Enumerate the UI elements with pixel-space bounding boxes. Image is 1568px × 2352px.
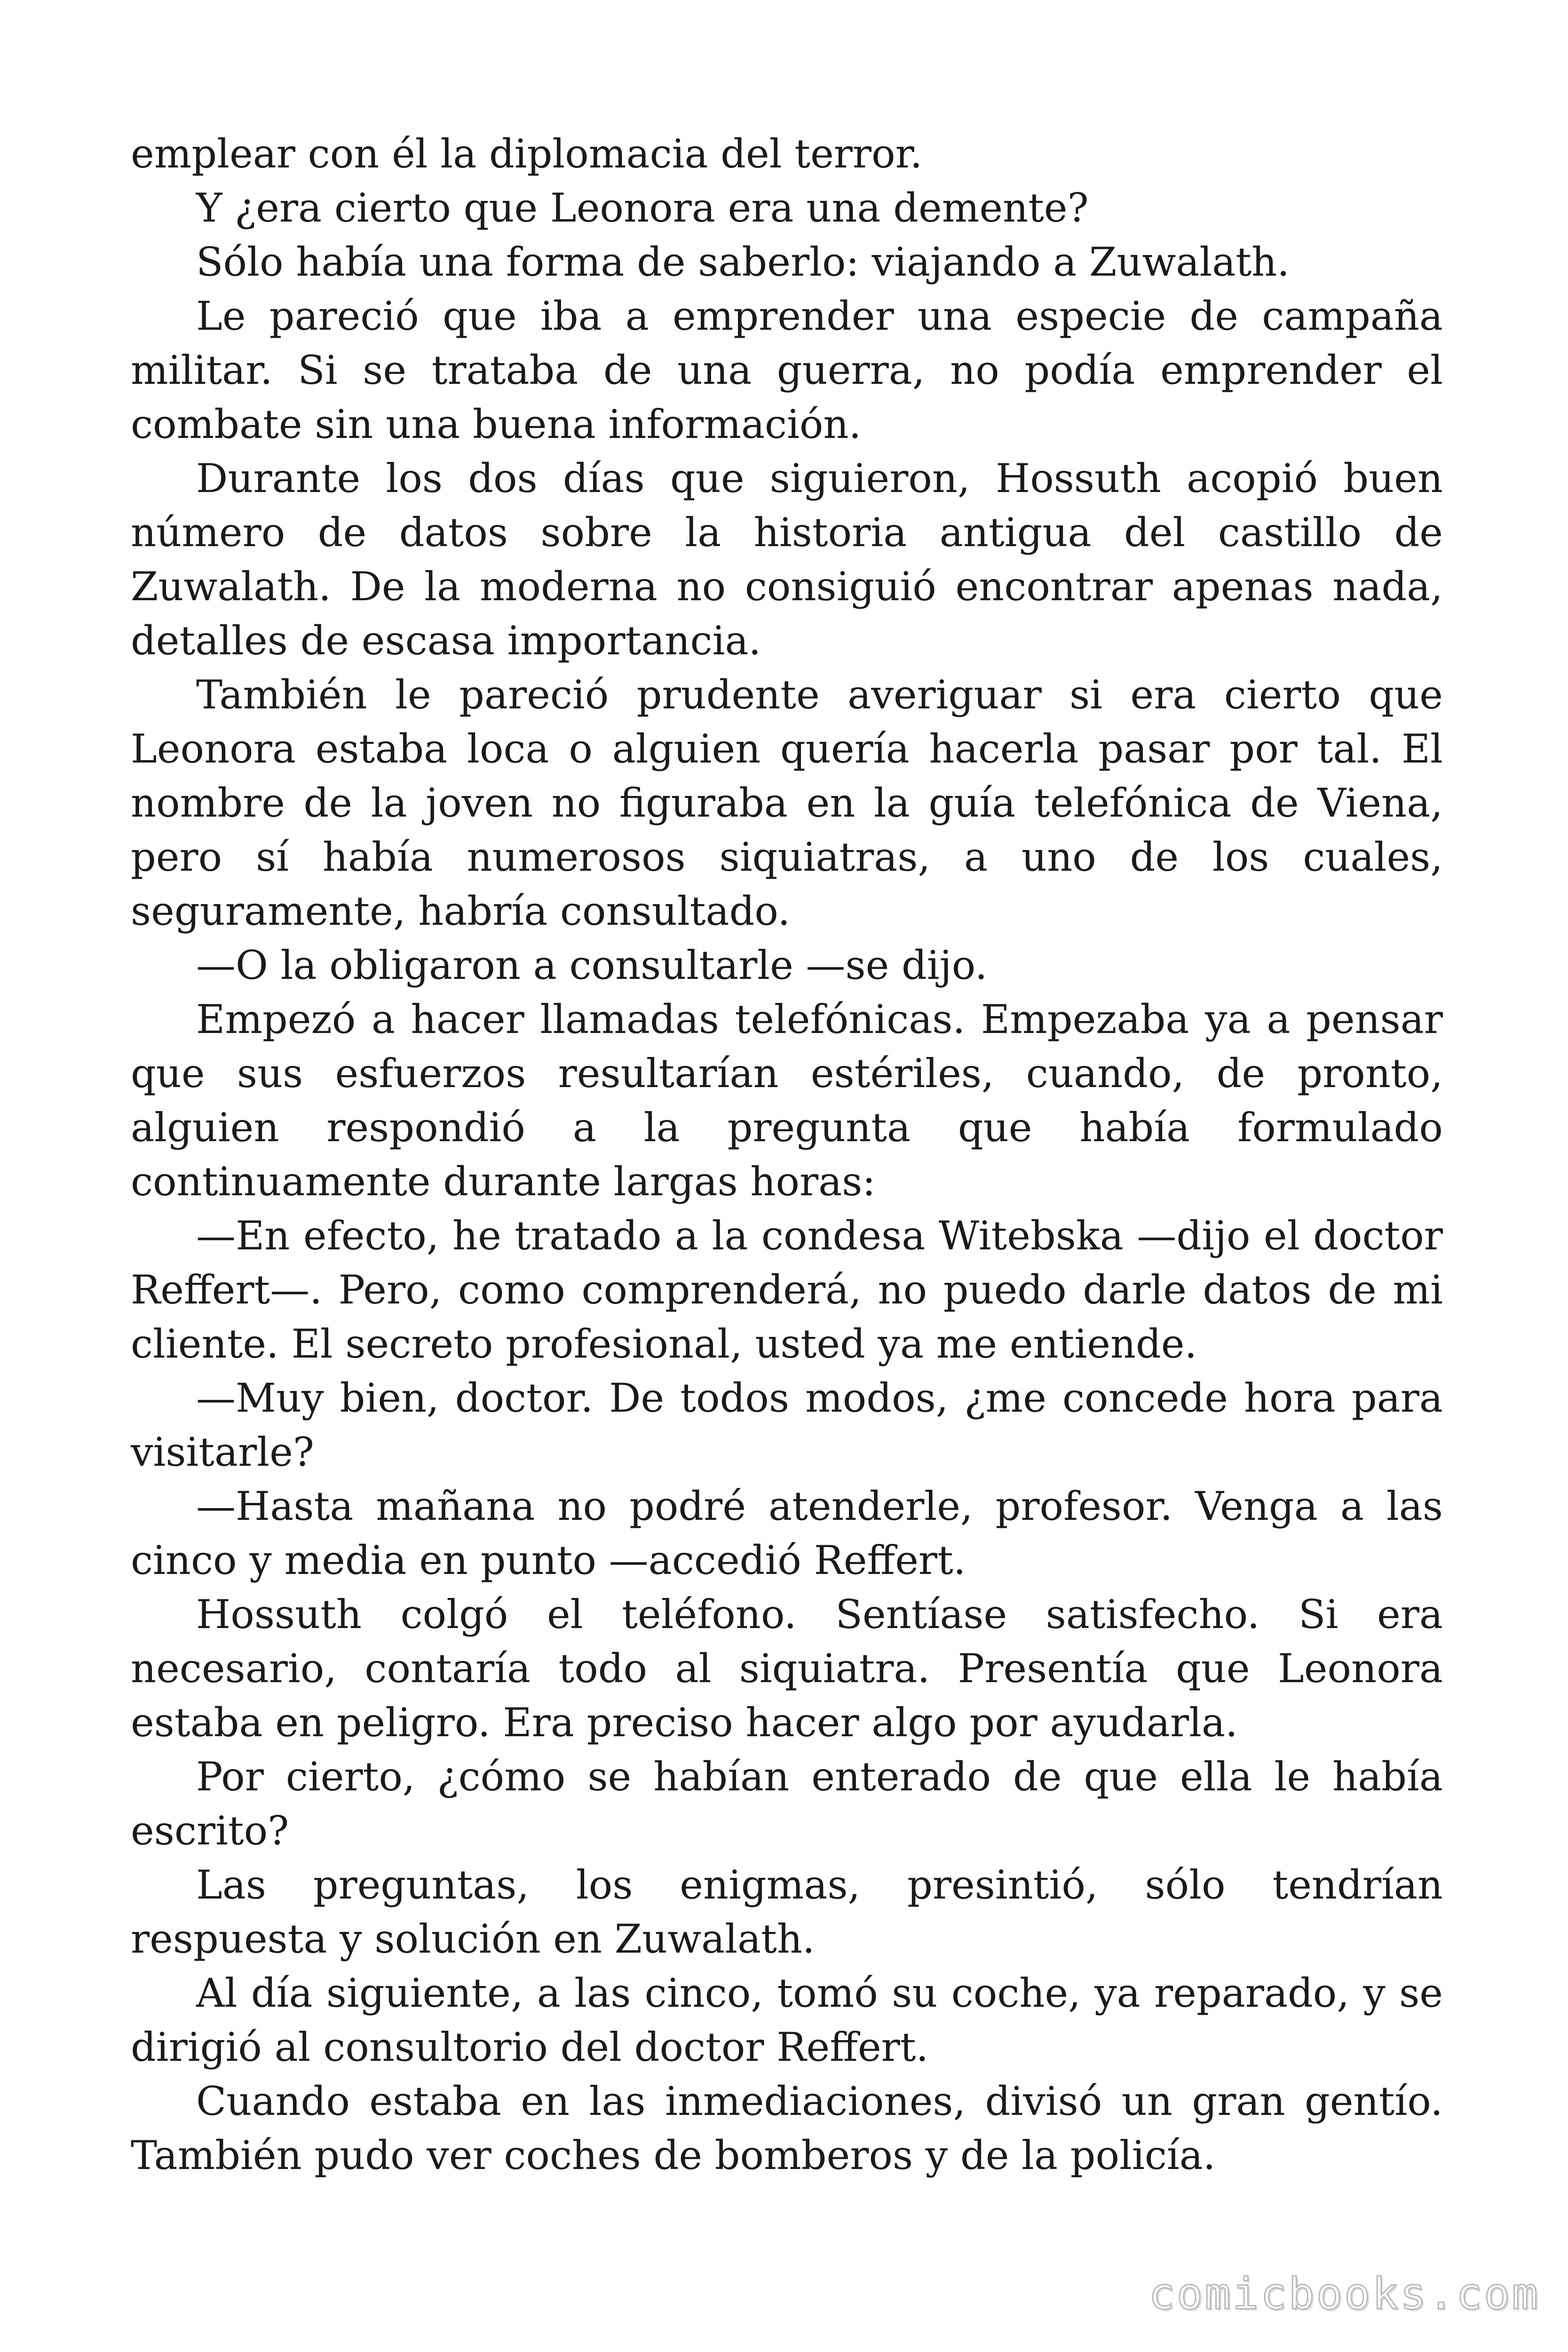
paragraph-1: emplear con él la diplomacia del terror. bbox=[131, 131, 923, 177]
body-text bbox=[131, 127, 1443, 2183]
paragraph-8: Empezó a hacer llamadas telefónicas. Empezaba ya a pensar que sus esfuerzos resultarían estériles, cuando, de pronto, alguien respondió a la pregunta que había formulado continuamente durante largas horas: bbox=[131, 996, 1443, 1205]
paragraph-7: —O la obligaron a consultarle —se dijo. bbox=[196, 942, 988, 988]
paragraph-4: Le pareció que iba a emprender una especie de campaña militar. Si se trataba de una guerra, no podía emprender el combate sin una buena información. bbox=[131, 293, 1443, 447]
paragraph-12: Hossuth colgó el teléfono. Sentíase satisfecho. Si era necesario, contaría todo al siquiatra. Presentía que Leonora estaba en peligro. Era preciso hacer algo por ayudarla. bbox=[131, 1591, 1443, 1746]
paragraph-2: Y ¿era cierto que Leonora era una demente? bbox=[196, 185, 1089, 231]
paragraph-16: Cuando estaba en las inmediaciones, divisó un gran gentío. También pudo ver coches de bomberos y de la policía. bbox=[131, 2078, 1443, 2178]
paragraph-6: También le pareció prudente averiguar si era cierto que Leonora estaba loca o alguien quería hacerla pasar por tal. El nombre de la joven no figuraba en la guía telefónica de Viena, pero sí había numerosos siquiatras, a uno de los cuales, seguramente, habría consultado. bbox=[131, 672, 1443, 934]
paragraph-11: —Hasta mañana no podré atenderle, profesor. Venga a las cinco y media en punto —accedió Reffert. bbox=[131, 1483, 1443, 1583]
paragraph-10: —Muy bien, doctor. De todos modos, ¿me concede hora para visitarle? bbox=[131, 1375, 1443, 1475]
paragraph-3: Sólo había una forma de saberlo: viajando a Zuwalath. bbox=[196, 239, 1290, 285]
paragraph-5: Durante los dos días que siguieron, Hossuth acopió buen número de datos sobre la historia antigua del castillo de Zuwalath. De la moderna no consiguió encontrar apenas nada, detalles de escasa importancia. bbox=[131, 455, 1443, 664]
paragraph-15: Al día siguiente, a las cinco, tomó su coche, ya reparado, y se dirigió al consultorio del doctor Reffert. bbox=[131, 1970, 1443, 2070]
paragraph-14: Las preguntas, los enigmas, presintió, sólo tendrían respuesta y solución en Zuwalath. bbox=[131, 1862, 1443, 1962]
paragraph-13: Por cierto, ¿cómo se habían enterado de que ella le había escrito? bbox=[131, 1754, 1443, 1854]
paragraph-9: —En efecto, he tratado a la condesa Witebska —dijo el doctor Reffert—. Pero, como comprenderá, no puedo darle datos de mi cliente. El secreto profesional, usted ya me entiende. bbox=[131, 1213, 1443, 1367]
watermark: comicbooks.com bbox=[1148, 2269, 1540, 2319]
